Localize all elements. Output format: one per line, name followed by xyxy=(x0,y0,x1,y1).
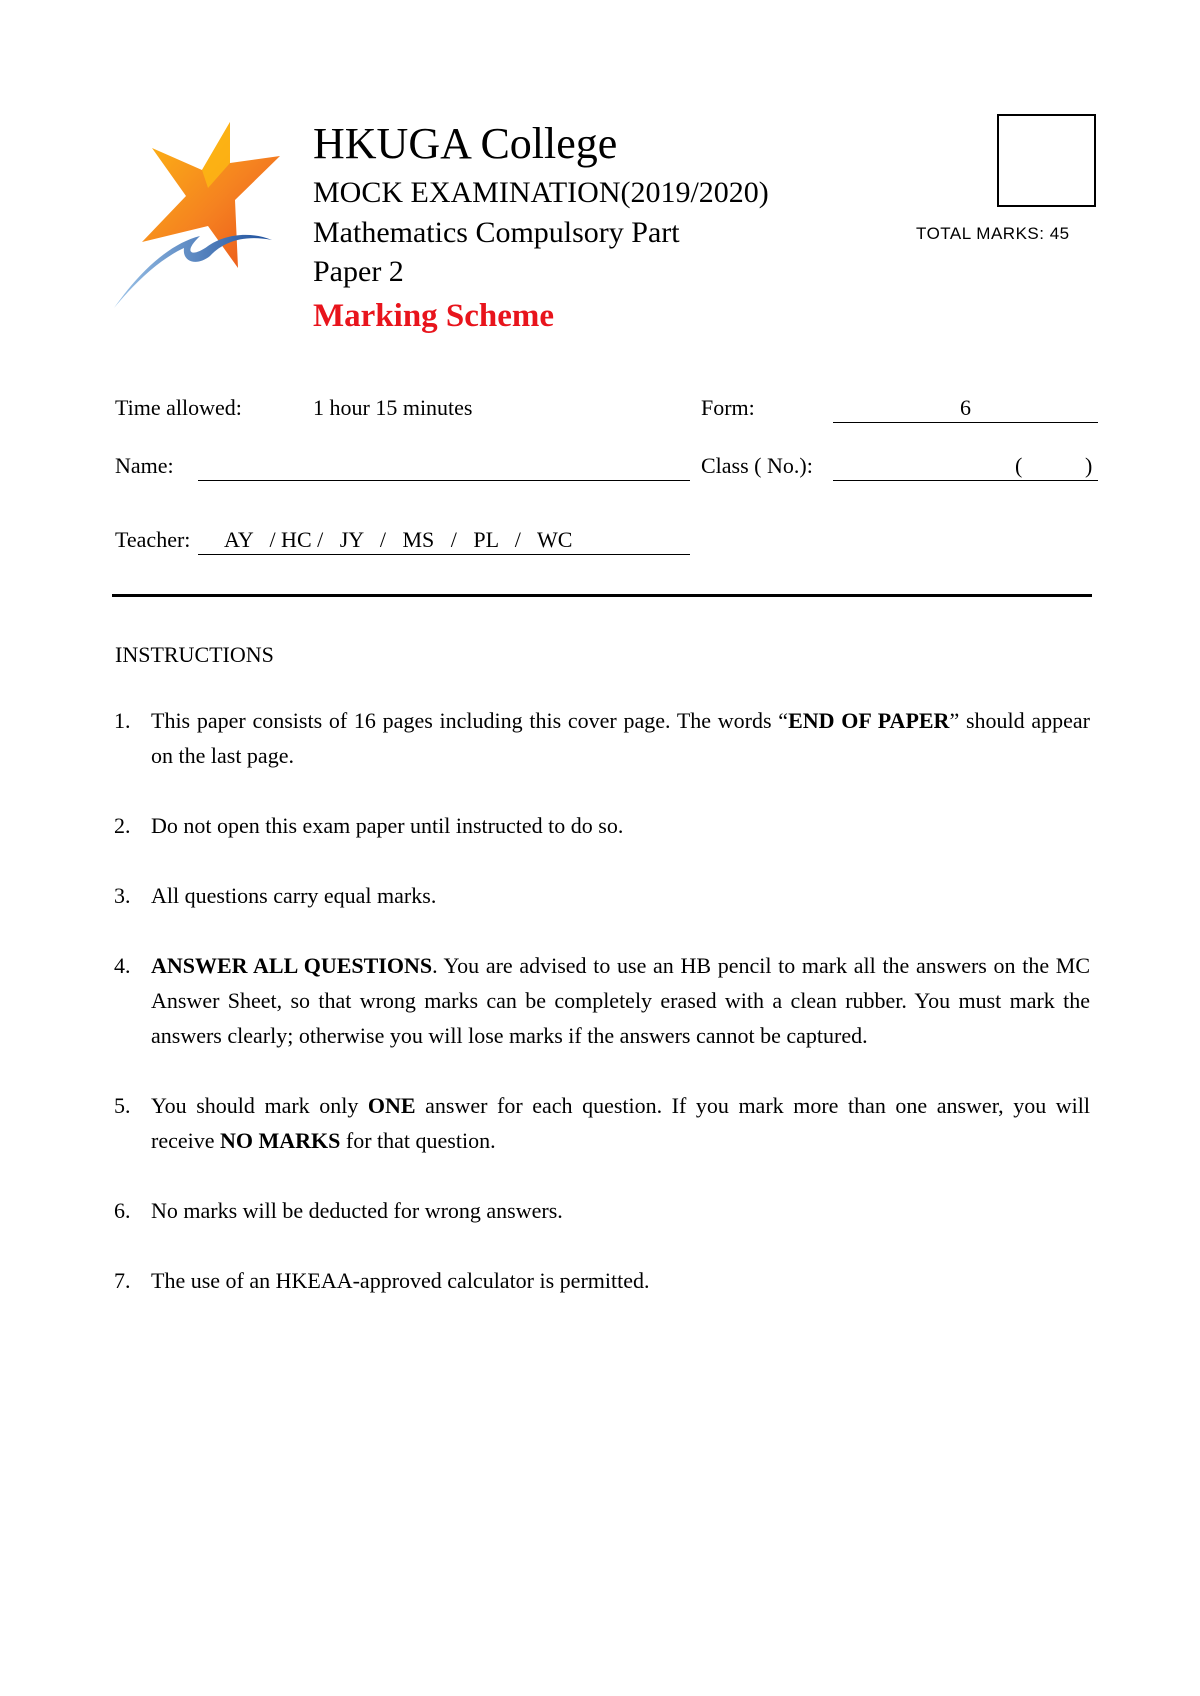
name-field[interactable] xyxy=(198,452,690,481)
time-label: Time allowed: xyxy=(115,395,242,420)
instruction-item xyxy=(114,1263,1090,1298)
instruction-bold: ONE xyxy=(367,1093,416,1118)
teacher-label: Teacher: xyxy=(115,527,191,552)
instruction-text: ” should appear on the last page. xyxy=(151,708,1090,768)
instruction-item xyxy=(114,878,1090,913)
form-value: 6 xyxy=(960,395,971,420)
instruction-item xyxy=(114,1193,1090,1228)
instruction-bold: END OF PAPER xyxy=(788,708,950,733)
instruction-text: Do not open this exam paper until instructed to do so. xyxy=(151,813,624,838)
college-star-logo xyxy=(112,118,282,318)
instruction-number: 7. xyxy=(114,1268,131,1293)
class-close-paren: ) xyxy=(1085,453,1093,478)
exam-title: MOCK EXAMINATION(2019/2020) xyxy=(313,176,769,209)
score-box xyxy=(997,114,1096,207)
instruction-item xyxy=(114,703,1090,773)
class-open-paren: ( xyxy=(1015,453,1023,478)
instruction-item xyxy=(114,1088,1090,1158)
instruction-number: 6. xyxy=(114,1198,131,1223)
marking-scheme-title: Marking Scheme xyxy=(313,298,555,334)
instructions-list xyxy=(114,703,1090,1333)
form-label: Form: xyxy=(701,395,755,420)
instruction-item xyxy=(114,808,1090,843)
divider-rule xyxy=(112,594,1092,597)
class-label: Class ( No.): xyxy=(701,453,813,478)
instruction-number: 4. xyxy=(114,953,131,978)
instruction-text: . You are advised to use an HB pencil to mark all the answers on the MC Answer Sheet, so that wrong marks can be completely erased with a clean rubber. You must mark the answers clearly; otherwise you will lose marks if the answers cannot be captured. xyxy=(151,953,1090,1048)
form-field xyxy=(833,394,1098,423)
instruction-text: You should mark only xyxy=(151,1093,368,1118)
instruction-number: 1. xyxy=(114,708,131,733)
class-field[interactable] xyxy=(833,452,1098,481)
instruction-text: answer for each question. If you mark more than one answer, you will receive xyxy=(151,1093,1090,1153)
name-label: Name: xyxy=(115,453,174,478)
instruction-bold: ANSWER ALL QUESTIONS xyxy=(151,953,433,978)
instruction-item xyxy=(114,948,1090,1053)
school-name: HKUGA College xyxy=(313,119,618,168)
time-value: 1 hour 15 minutes xyxy=(313,395,473,420)
instruction-number: 3. xyxy=(114,883,131,908)
subject-title: Mathematics Compulsory Part xyxy=(313,216,680,249)
paper-title: Paper 2 xyxy=(313,255,404,288)
instruction-number: 2. xyxy=(114,813,131,838)
swoosh-shape xyxy=(114,235,272,308)
instruction-number: 5. xyxy=(114,1093,131,1118)
total-marks: TOTAL MARKS: 45 xyxy=(916,224,1070,243)
teacher-options: AY / HC / JY / MS / PL / WC xyxy=(198,526,690,555)
instruction-bold: NO MARKS xyxy=(220,1128,341,1153)
instruction-text: for that question. xyxy=(340,1128,496,1153)
instruction-text: All questions carry equal marks. xyxy=(151,883,437,908)
instruction-text: No marks will be deducted for wrong answers. xyxy=(151,1198,563,1223)
instructions-heading: INSTRUCTIONS xyxy=(115,642,274,667)
instruction-text: The use of an HKEAA-approved calculator is permitted. xyxy=(151,1268,650,1293)
instruction-text: This paper consists of 16 pages including this cover page. The words “ xyxy=(151,708,789,733)
